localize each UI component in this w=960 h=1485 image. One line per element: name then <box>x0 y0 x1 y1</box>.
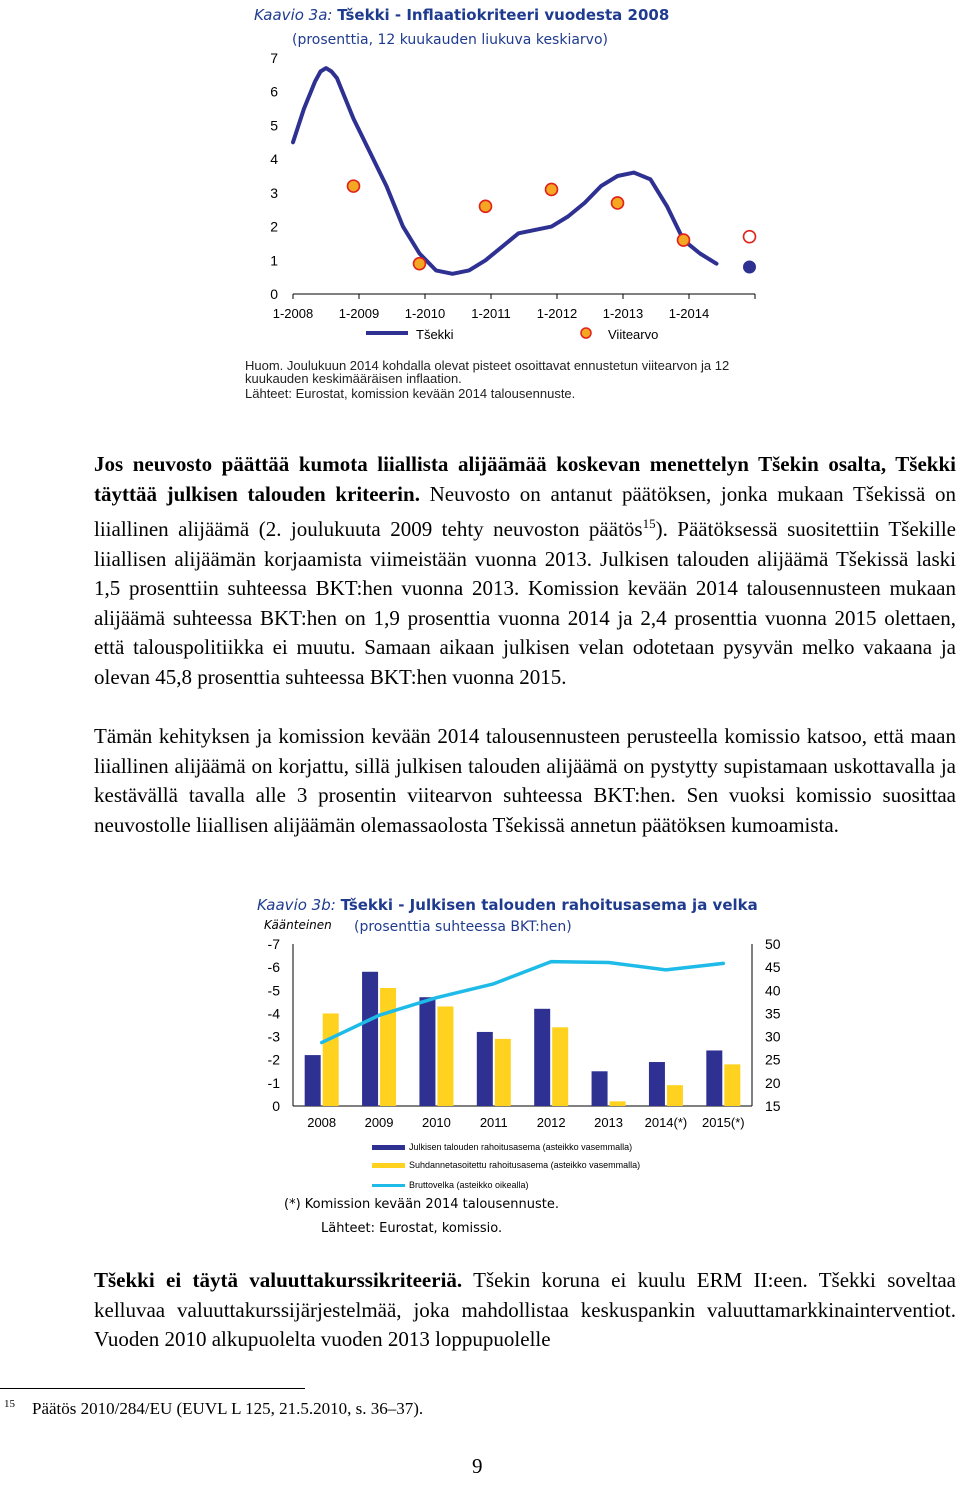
chart-b-left-axis-label: Käänteinen <box>264 918 332 932</box>
left-tick-label: -6 <box>267 959 280 976</box>
y-tick-label: 7 <box>270 50 278 66</box>
y-tick-label: 3 <box>270 184 278 201</box>
x-tick-label: 2011 <box>479 1115 508 1130</box>
bar-adjusted <box>380 988 396 1106</box>
right-tick-label: 25 <box>765 1051 781 1068</box>
right-tick-label: 45 <box>765 959 781 976</box>
bar-balance <box>419 997 435 1106</box>
footnote-text: Päätös 2010/284/EU (EUVL L 125, 21.5.2010, s. 36–37). <box>32 1399 424 1418</box>
left-tick-label: -1 <box>267 1074 280 1091</box>
x-tick-label: 1-2013 <box>602 306 644 321</box>
footnote-ref-15: 15 <box>642 516 656 531</box>
legend-label-debt: Bruttovelka (asteikko oikealla) <box>409 1180 529 1190</box>
paragraph-1 <box>94 450 956 692</box>
reference-value-point <box>480 200 492 212</box>
bar-adjusted <box>724 1064 740 1106</box>
bar-balance <box>362 972 378 1106</box>
x-tick-label: 2013 <box>594 1115 624 1130</box>
chart-b-title-text: Tšekki - Julkisen talouden rahoitusasema ja velka <box>340 896 758 914</box>
chart-a <box>0 0 960 345</box>
bar-balance <box>706 1050 722 1106</box>
x-tick-label: 1-2012 <box>536 306 578 321</box>
footnote-rule <box>0 1388 305 1389</box>
reference-value-point <box>678 234 690 246</box>
x-tick-label: 1-2008 <box>272 306 314 321</box>
x-tick-label: 1-2010 <box>404 306 446 321</box>
bar-balance <box>534 1009 550 1106</box>
legend-marker-viitearvo <box>581 328 591 338</box>
bar-adjusted <box>552 1027 568 1106</box>
series-line-tsekki <box>293 68 717 274</box>
chart-a-title-prefix: Kaavio 3a: <box>254 6 333 24</box>
right-tick-label: 35 <box>765 1005 781 1022</box>
x-tick-label: 1-2009 <box>338 306 380 321</box>
paragraph-3-text: Tšekin koruna ei kuulu ERM II:een. Tšekki soveltaa kelluvaa valuuttakurssijärjestelmää, joka mahdollistaa keskuspankin valuuttamarkkinainterventiot. Vuoden 2010 alkupuolelta vuoden 2013 loppupuolelle <box>94 1268 956 1351</box>
legend-label-tsekki: Tšekki <box>416 327 454 342</box>
paragraph-1-bold: Jos neuvosto päättää kumota liiallista alijäämää koskevan menettelyn Tšekin osalta, Tšekki täyttää julkisen talouden kriteerin. <box>94 452 956 506</box>
chart-a-title-text: Tšekki - Inflaatiokriteeri vuodesta 2008 <box>337 6 670 24</box>
page-number: 9 <box>472 1454 483 1478</box>
left-tick-label: -4 <box>267 1005 280 1022</box>
left-tick-label: 0 <box>272 1098 280 1114</box>
chart-b-legend-balance <box>372 1142 632 1152</box>
left-tick-label: -5 <box>267 982 280 999</box>
y-tick-label: 5 <box>270 117 278 134</box>
left-tick-label: -7 <box>267 936 280 952</box>
bar-adjusted <box>667 1085 683 1106</box>
chart-b <box>0 930 960 1140</box>
legend-swatch-debt <box>372 1184 405 1187</box>
chart-b-title-prefix: Kaavio 3b: <box>257 896 336 914</box>
paragraph-1-text-a: Neuvosto on antanut päätöksen, jonka mukaan Tšekissä on liiallinen alijäämä (2. joulukuuta 2009 tehty neuvoston päätös <box>94 481 956 541</box>
right-tick-label: 30 <box>765 1028 781 1045</box>
x-tick-label: 2015(*) <box>701 1115 745 1130</box>
chart-b-legend-adjusted <box>372 1160 640 1170</box>
left-tick-label: -2 <box>267 1051 280 1068</box>
y-tick-label: 4 <box>270 151 278 168</box>
legend-swatch-balance <box>372 1145 405 1150</box>
legend-label-viitearvo: Viitearvo <box>608 327 659 342</box>
reference-value-point <box>744 231 756 243</box>
reference-value-point <box>414 258 426 270</box>
right-tick-label: 50 <box>765 936 781 952</box>
x-tick-label: 2009 <box>364 1115 394 1130</box>
bar-balance <box>305 1055 321 1106</box>
chart-b-source: Lähteet: Eurostat, komissio. <box>321 1221 503 1236</box>
chart-a-note: Huom. Joulukuun 2014 kohdalla olevat pisteet osoittavat ennustetun viitearvon ja 12 kuukauden keskimääräisen inflaation. <box>245 358 730 386</box>
bar-adjusted <box>610 1101 626 1106</box>
x-tick-label: 2012 <box>536 1115 566 1130</box>
reference-value-point <box>612 197 624 209</box>
right-tick-label: 40 <box>765 982 781 999</box>
chart-a-subtitle: (prosenttia, 12 kuukauden liukuva keskiarvo) <box>292 32 608 48</box>
legend-swatch-adjusted <box>372 1163 405 1168</box>
right-tick-label: 15 <box>765 1098 781 1114</box>
y-tick-label: 0 <box>270 286 278 302</box>
y-tick-label: 1 <box>270 252 278 269</box>
left-tick-label: -3 <box>267 1028 280 1045</box>
x-tick-label: 1-2014 <box>668 306 710 321</box>
reference-value-point <box>546 183 558 195</box>
paragraph-1-text-b: ). Päätöksessä suositettiin Tšekille liiallisen alijäämän korjaamista viimeistään vuonna 2013. Julkisen talouden alijäämä Tšekissä laski 1,5 prosenttiin suhteessa BKT:hen vuonna 2013. Komission kevään 2014 talousennusteen mukaan alijäämä suhteessa BKT:hen on 1,9 prosenttia vuonna 2014 ja 2,4 prosenttia vuonna 2015 olettaen, että talouspolitiikka ei muutu. Samaan aikaan julkisen velan odotetaan pysyvän melko vakaana ja olevan 45,8 prosenttia suhteessa BKT:hen vuonna 2015. <box>94 517 956 689</box>
bar-adjusted <box>495 1039 511 1106</box>
footnote <box>4 1398 423 1419</box>
chart-b-subtitle: (prosenttia suhteessa BKT:hen) <box>354 919 572 935</box>
chart-a-source: Lähteet: Eurostat, komission kevään 2014 talousennuste. <box>245 386 576 401</box>
reference-value-point <box>348 180 360 192</box>
paragraph-3 <box>94 1266 956 1355</box>
paragraph-2: Tämän kehityksen ja komission kevään 2014 talousennusteen perusteella komissio katsoo, että maan liiallinen alijäämä on korjattu, sillä julkisen talouden alijäämä on pystytty supistamaan uskottavalla ja kestävällä tavalla alle 3 prosentin viitearvon suhteessa BKT:hen. Sen vuoksi komissio suosittaa neuvostolle liiallisen alijäämän olemassaolosta Tšekissä annetun päätöksen kumoamista. <box>94 724 956 837</box>
chart-b-note: (*) Komission kevään 2014 talousennuste. <box>284 1197 559 1212</box>
legend-label-balance: Julkisen talouden rahoitusasema (asteikko vasemmalla) <box>409 1142 633 1152</box>
bar-balance <box>477 1032 493 1106</box>
x-tick-label: 1-2011 <box>471 306 511 321</box>
right-tick-label: 20 <box>765 1074 781 1091</box>
bar-balance <box>649 1062 665 1106</box>
bar-adjusted <box>437 1006 453 1106</box>
legend-label-adjusted: Suhdannetasoitettu rahoitusasema (asteikko vasemmalla) <box>409 1160 641 1170</box>
y-tick-label: 2 <box>270 218 278 235</box>
y-tick-label: 6 <box>270 83 278 100</box>
x-tick-label: 2010 <box>421 1115 451 1130</box>
footnote-number: 15 <box>4 1398 15 1410</box>
chart-b-title <box>257 896 758 914</box>
chart-b-legend-debt <box>372 1180 529 1190</box>
paragraph-3-bold: Tšekki ei täytä valuuttakurssikriteeriä. <box>94 1268 463 1292</box>
forecast-point <box>744 261 756 273</box>
bar-adjusted <box>323 1013 339 1106</box>
x-tick-label: 2014(*) <box>644 1115 688 1130</box>
x-tick-label: 2008 <box>307 1115 337 1130</box>
bar-balance <box>592 1071 608 1106</box>
